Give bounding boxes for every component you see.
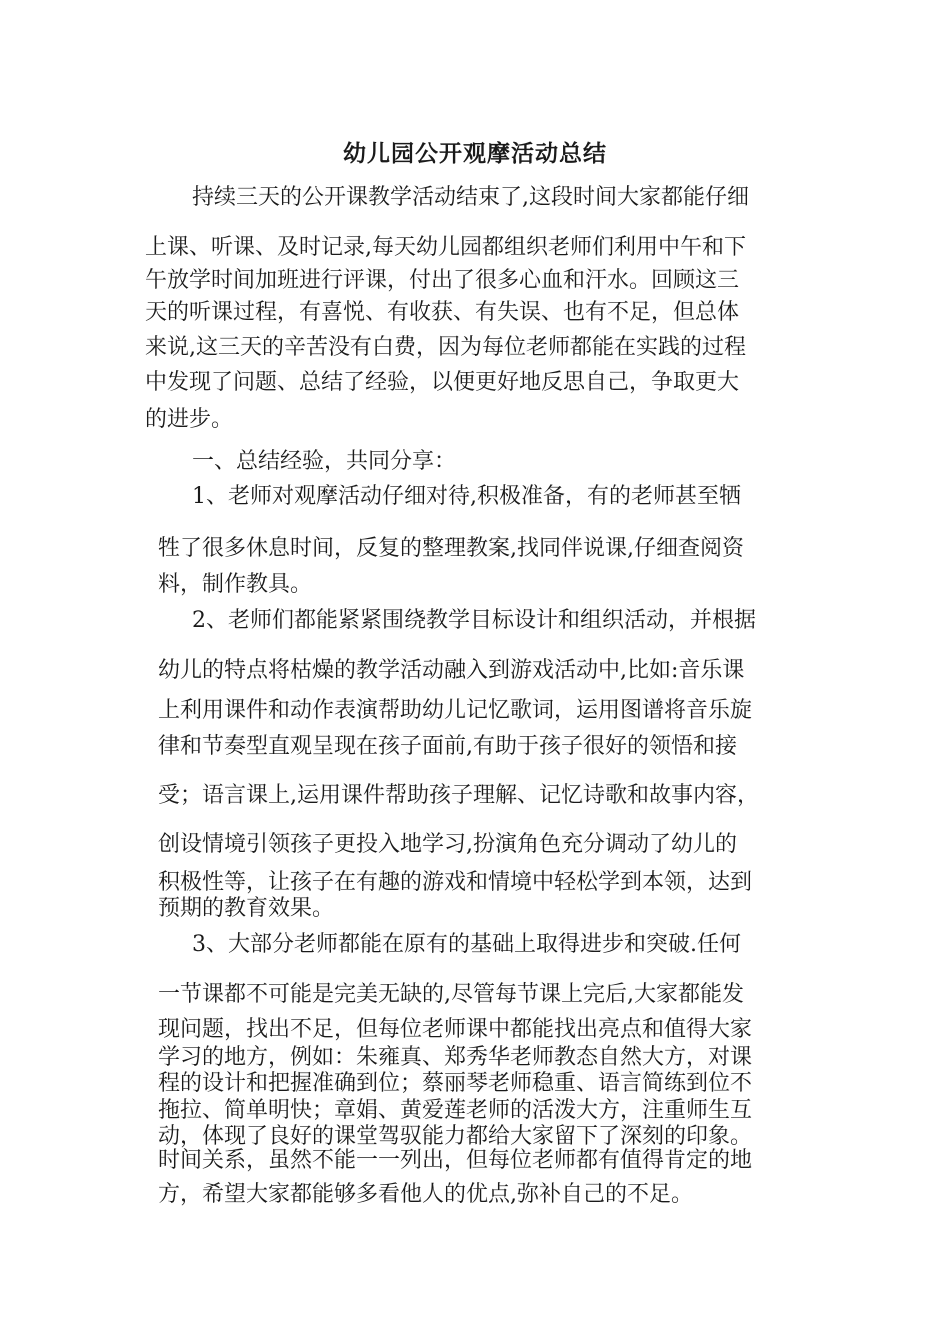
intro-line-3: 午放学时间加班进行评课，付出了很多心血和汗水。回顾这三 (145, 268, 740, 293)
item-3-line-4: 学习的地方，例如：朱雍真、郑秀华老师教态自然大方，对课 (158, 1045, 753, 1070)
item-3-line-5: 程的设计和把握准确到位；蔡丽琴老师稳重、语言简练到位不 (158, 1071, 753, 1096)
intro-line-7: 的进步。 (145, 407, 234, 432)
item-2-line-1: 2、老师们都能紧紧围绕教学目标设计和组织活动，并根据 (192, 608, 756, 633)
intro-line-2: 上课、听课、及时记录,每天幼儿园都组织老师们利用中午和下 (145, 235, 746, 260)
item-3-line-1: 3、大部分老师都能在原有的基础上取得进步和突破.任何 (192, 932, 741, 957)
item-3-line-9: 方，希望大家都能够多看他人的优点,弥补自己的不足。 (158, 1182, 693, 1207)
item-3-line-6: 拖拉、简单明快；章娟、黄爱莲老师的活泼大方，注重师生互 (158, 1098, 753, 1123)
item-2-line-8: 预期的教育效果。 (158, 896, 335, 921)
item-3-line-7: 动，体现了良好的课堂驾驭能力都给大家留下了深刻的印象。 (158, 1124, 753, 1149)
item-2-line-5: 受；语言课上,运用课件帮助孩子理解、记忆诗歌和故事内容， (158, 783, 759, 808)
section-heading: 一、总结经验，共同分享： (192, 449, 457, 474)
item-3-line-8: 时间关系，虽然不能一一列出，但每位老师都有值得肯定的地 (158, 1148, 753, 1173)
item-2-line-6: 创设情境引领孩子更投入地学习,扮演角色充分调动了幼儿的 (158, 832, 737, 857)
item-3-line-3: 现问题，找出不足，但每位老师课中都能找出亮点和值得大家 (158, 1017, 753, 1042)
item-2-line-4: 律和节奏型直观呈现在孩子面前,有助于孩子很好的领悟和接 (158, 734, 737, 759)
intro-line-5: 来说,这三天的辛苦没有白费，因为每位老师都能在实践的过程 (145, 335, 746, 360)
item-2-line-2: 幼儿的特点将枯燥的教学活动融入到游戏活动中,比如:音乐课 (158, 658, 745, 683)
intro-line-4: 天的听课过程，有喜悦、有收获、有失误、也有不足，但总体 (145, 300, 740, 325)
item-1-line-1: 1、老师对观摩活动仔细对待,积极准备，有的老师甚至牺 (192, 484, 741, 509)
item-1-line-2: 牲了很多休息时间，反复的整理教案,找同伴说课,仔细查阅资 (158, 536, 744, 561)
intro-line-1: 持续三天的公开课教学活动结束了,这段时间大家都能仔细 (192, 185, 749, 210)
item-2-line-7: 积极性等，让孩子在有趣的游戏和情境中轻松学到本领，达到 (158, 870, 753, 895)
item-3-line-2: 一节课都不可能是完美无缺的,尽管每节课上完后,大家都能发 (158, 982, 744, 1007)
item-2-line-3: 上利用课件和动作表演帮助幼儿记忆歌词，运用图谱将音乐旋 (158, 698, 753, 723)
item-1-line-3: 料，制作教具。 (158, 572, 313, 597)
intro-line-6: 中发现了问题、总结了经验，以便更好地反思自己，争取更大 (145, 370, 740, 395)
document-title: 幼儿园公开观摩活动总结 (343, 140, 607, 167)
